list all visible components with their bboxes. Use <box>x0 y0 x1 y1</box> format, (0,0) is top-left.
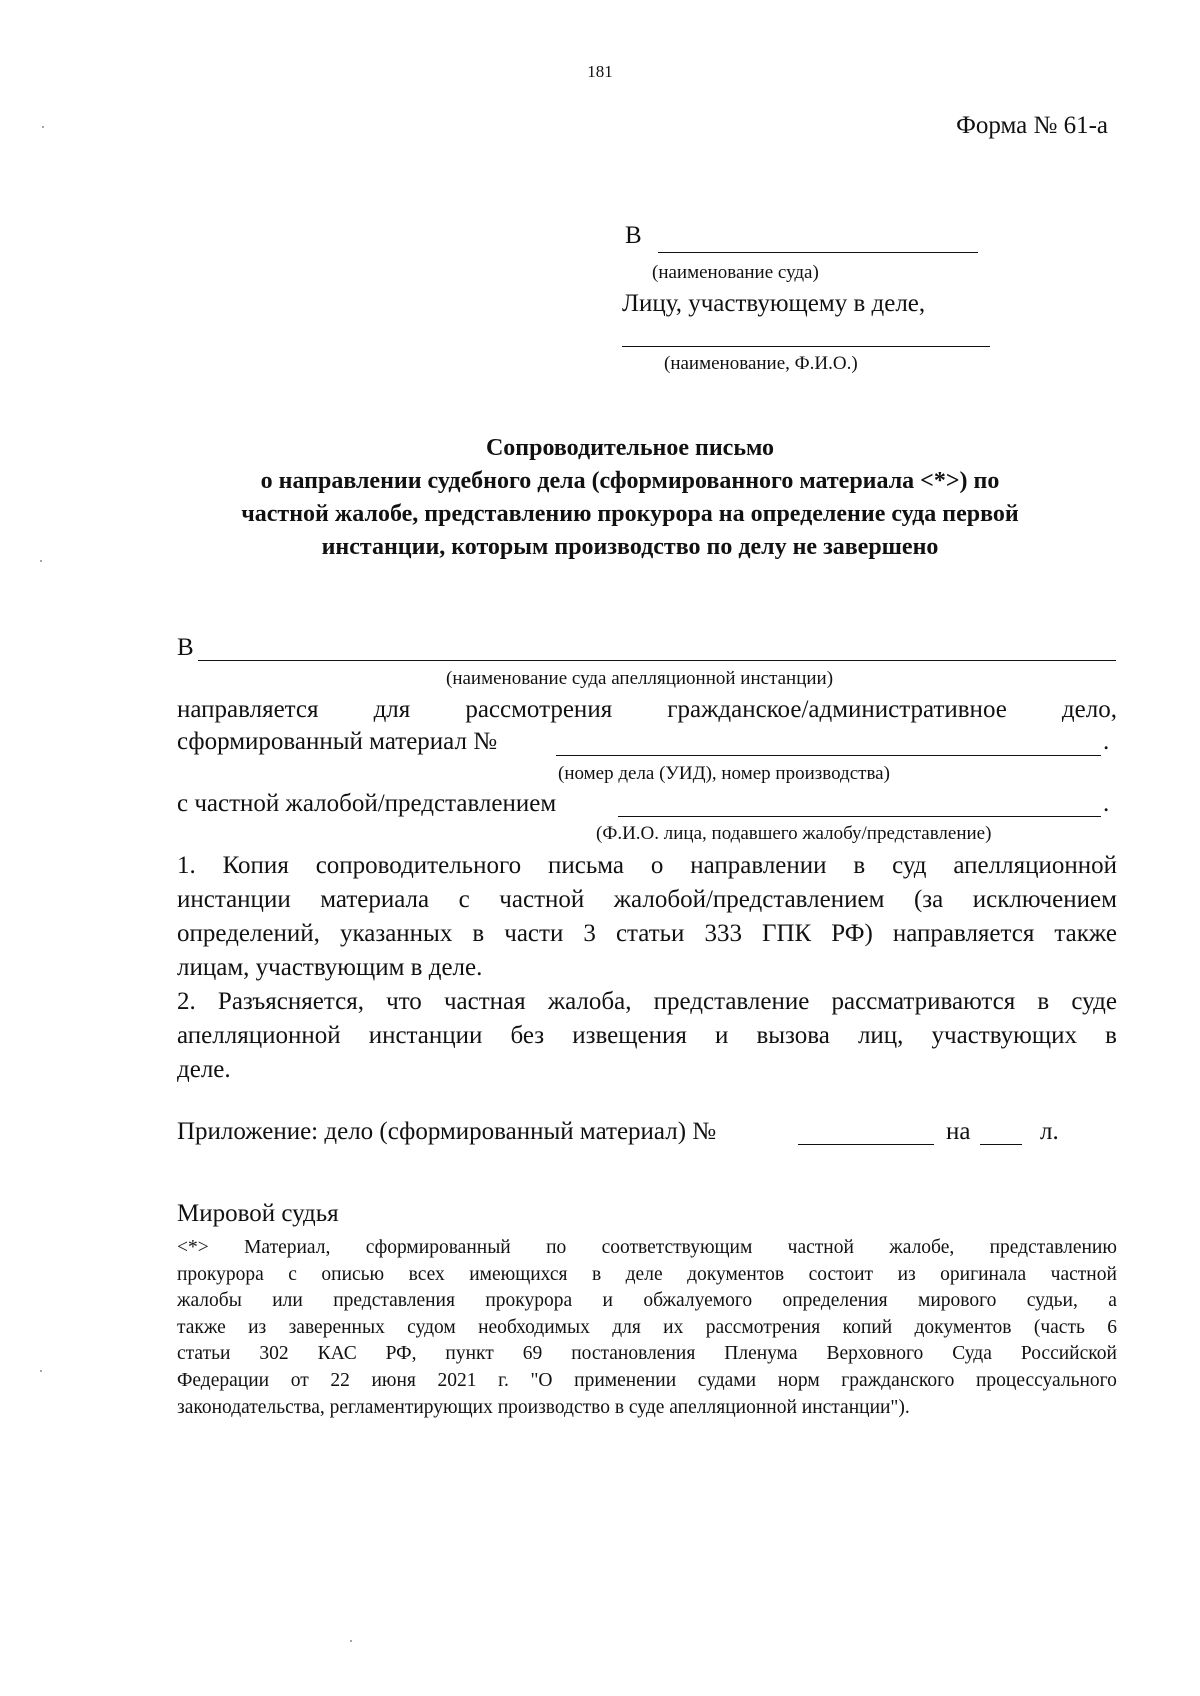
title-line: инстанции, которым производство по делу не завершено <box>321 534 939 560</box>
word: судом <box>407 1316 456 1338</box>
footnote-line: законодательства, регламентирующих производство в суде апелляционной инстанции"). <box>177 1396 910 1418</box>
word: рассматриваются <box>831 988 1016 1015</box>
word: гражданского <box>841 1369 955 1391</box>
word: части <box>504 920 564 947</box>
word: обжалуемого <box>643 1290 753 1312</box>
word: соответствующим <box>601 1237 753 1258</box>
word: пункт <box>445 1343 494 1365</box>
word: РФ, <box>385 1343 417 1365</box>
word: для <box>373 696 411 723</box>
word: 1. <box>177 852 196 879</box>
word: сопроводительного <box>315 852 522 879</box>
person-name-caption: (наименование, Ф.И.О.) <box>664 353 858 374</box>
word: для <box>612 1316 641 1338</box>
period: . <box>1103 728 1110 755</box>
court-name-blank[interactable] <box>658 252 978 253</box>
word: дело, <box>1061 696 1117 723</box>
word: по <box>546 1237 567 1258</box>
word: жалобе, <box>889 1237 955 1258</box>
word: что <box>386 988 422 1015</box>
case-number-caption: (номер дела (УИД), номер производства) <box>558 763 890 784</box>
word: Верховного <box>826 1343 924 1365</box>
word: 333 <box>704 920 742 947</box>
word: инстанции <box>177 886 291 913</box>
word: извещения <box>572 1022 687 1049</box>
word: Суда <box>952 1343 992 1365</box>
paragraph-1-line <box>177 852 1117 880</box>
attachment-sheets-blank[interactable] <box>980 1144 1022 1145</box>
scan-speck <box>40 1370 42 1372</box>
word: статьи <box>177 1343 231 1365</box>
word: мирового <box>918 1290 997 1312</box>
word: гражданское/административное <box>667 696 1007 723</box>
scan-speck <box>40 560 42 562</box>
word: о <box>650 852 664 879</box>
court-prefix: В <box>625 222 642 249</box>
paragraph-1-line <box>177 920 1117 948</box>
word: документов <box>687 1263 785 1285</box>
word: жалоба, <box>547 988 632 1015</box>
word: имеющихся <box>469 1263 568 1285</box>
scan-speck <box>350 1640 352 1642</box>
word: Пленума <box>724 1343 798 1365</box>
word: РФ) <box>831 920 873 947</box>
word: 2021 <box>437 1369 477 1391</box>
person-line: Лицу, участвующему в деле, <box>622 290 926 317</box>
word: заверенных <box>288 1316 385 1338</box>
word: суд <box>892 852 927 879</box>
footnote-line <box>177 1262 1117 1289</box>
word: апелляционной <box>953 852 1117 879</box>
word: г. <box>498 1369 509 1391</box>
word: от <box>290 1369 309 1391</box>
footnote-line <box>177 1368 1117 1395</box>
word: суде <box>1071 988 1117 1015</box>
title-line: о направлении судебного дела (сформированного материала <*>) по <box>260 468 1000 494</box>
word: и <box>714 1022 729 1049</box>
attachment-sheets-label: л. <box>1040 1118 1059 1145</box>
word: сформированный <box>365 1237 511 1258</box>
footnote <box>177 1235 1117 1421</box>
form-number: Форма № 61-а <box>956 112 1108 139</box>
word: в <box>1037 988 1050 1015</box>
word: прокурора <box>177 1263 264 1285</box>
word: 69 <box>522 1343 543 1365</box>
word: с <box>288 1263 297 1285</box>
word: 3 <box>583 920 596 947</box>
word: прокурора <box>485 1290 573 1312</box>
paragraph-1-line <box>177 886 1117 914</box>
court-name-caption: (наименование суда) <box>652 262 819 283</box>
word: КАС <box>317 1343 357 1365</box>
word: исключением <box>972 886 1117 913</box>
paragraph-2-line <box>177 1022 1117 1050</box>
word: апелляционной <box>177 1022 341 1049</box>
word: <*> <box>177 1237 209 1258</box>
attachment-number-blank[interactable] <box>798 1144 934 1145</box>
word: инстанции <box>368 1022 483 1049</box>
word: или <box>272 1290 303 1312</box>
word: жалобой/представлением <box>613 886 885 913</box>
word: вызова <box>756 1022 830 1049</box>
word: в <box>591 1263 602 1285</box>
word: ГПК <box>762 920 812 947</box>
word: Федерации <box>177 1369 270 1391</box>
appeal-court-blank[interactable] <box>198 660 1116 661</box>
word: направляется <box>892 920 1035 947</box>
appeal-court-prefix: В <box>177 634 194 661</box>
word: указанных <box>339 920 453 947</box>
word: направлении <box>690 852 827 879</box>
scan-speck <box>42 126 44 128</box>
word: частной <box>1050 1263 1117 1285</box>
word: судьи, <box>1026 1290 1078 1312</box>
material-number-blank[interactable] <box>556 755 1101 756</box>
document-title <box>150 432 1110 564</box>
word: материала <box>320 886 430 913</box>
footnote-line <box>177 1341 1117 1368</box>
word: участвующих <box>931 1022 1077 1049</box>
word: без <box>510 1022 545 1049</box>
word: судами <box>697 1369 757 1391</box>
word: Копия <box>222 852 289 879</box>
word: письма <box>547 852 624 879</box>
complaint-label: с частной жалобой/представлением <box>177 790 557 817</box>
word: частной <box>787 1237 854 1258</box>
word: определения <box>782 1290 888 1312</box>
word: Разъясняется, <box>217 988 364 1015</box>
page-number: 181 <box>587 62 613 81</box>
word: их <box>663 1316 684 1338</box>
word: норм <box>777 1369 820 1391</box>
word: в <box>853 852 866 879</box>
period: . <box>1103 790 1110 817</box>
word: рассмотрения <box>465 696 613 723</box>
word: частная <box>443 988 526 1015</box>
word: оригинала <box>940 1263 1027 1285</box>
word: состоит <box>808 1263 874 1285</box>
word: и <box>602 1290 613 1312</box>
word: процессуального <box>975 1369 1117 1391</box>
word: с <box>458 886 470 913</box>
word: постановления <box>571 1343 696 1365</box>
footnote-line <box>177 1235 1117 1262</box>
word: применении <box>574 1369 677 1391</box>
complainant-caption: (Ф.И.О. лица, подавшего жалобу/представление) <box>596 823 992 844</box>
footnote-line <box>177 1315 1117 1342</box>
word: 2. <box>177 988 196 1015</box>
word: Материал, <box>244 1237 331 1258</box>
title-line: частной жалобе, представлению прокурора на определение суда первой <box>241 501 1019 527</box>
footnote-line <box>177 1288 1117 1315</box>
sent-for-review-line <box>177 696 1117 724</box>
word: 22 <box>330 1369 350 1391</box>
word: июня <box>371 1369 416 1391</box>
word: статьи <box>615 920 685 947</box>
word: а <box>1108 1290 1117 1312</box>
word: описью <box>321 1263 385 1285</box>
attachment-on-label: на <box>946 1118 971 1145</box>
paragraph-1-last-line: лицам, участвующим в деле. <box>177 954 483 981</box>
word: (часть <box>1033 1316 1085 1338</box>
word: 302 <box>259 1343 289 1365</box>
word: из <box>248 1316 267 1338</box>
complainant-blank[interactable] <box>618 816 1101 817</box>
word: деле <box>625 1263 663 1285</box>
word: представления <box>333 1290 455 1312</box>
paragraph-2-last-line: деле. <box>177 1056 231 1083</box>
word: необходимых <box>478 1316 590 1338</box>
word: представлению <box>989 1237 1117 1258</box>
word: частной <box>499 886 585 913</box>
word: в <box>1105 1022 1117 1049</box>
word: рассмотрения <box>705 1316 821 1338</box>
attachment-label: Приложение: дело (сформированный материал) № <box>177 1118 717 1145</box>
word: определений, <box>177 920 320 947</box>
paragraph-2-line <box>177 988 1117 1016</box>
word: всех <box>408 1263 445 1285</box>
title-line: Сопроводительное письмо <box>485 435 775 461</box>
word: документов <box>914 1316 1012 1338</box>
word: копий <box>842 1316 893 1338</box>
word: также <box>1054 920 1117 947</box>
word: направляется <box>177 696 319 723</box>
word: (за <box>913 886 944 913</box>
word: из <box>897 1263 916 1285</box>
word: жалобы <box>177 1290 242 1312</box>
word: также <box>177 1316 226 1338</box>
material-number-label: сформированный материал № <box>177 728 498 755</box>
word: лиц, <box>857 1022 904 1049</box>
word: Российской <box>1020 1343 1117 1365</box>
word: 6 <box>1107 1316 1117 1338</box>
person-name-blank[interactable] <box>622 346 990 347</box>
appeal-court-caption: (наименование суда апелляционной инстанции) <box>446 668 834 689</box>
word: в <box>472 920 485 947</box>
word: "О <box>530 1369 553 1391</box>
signature-title: Мировой судья <box>177 1200 339 1227</box>
word: представление <box>653 988 810 1015</box>
